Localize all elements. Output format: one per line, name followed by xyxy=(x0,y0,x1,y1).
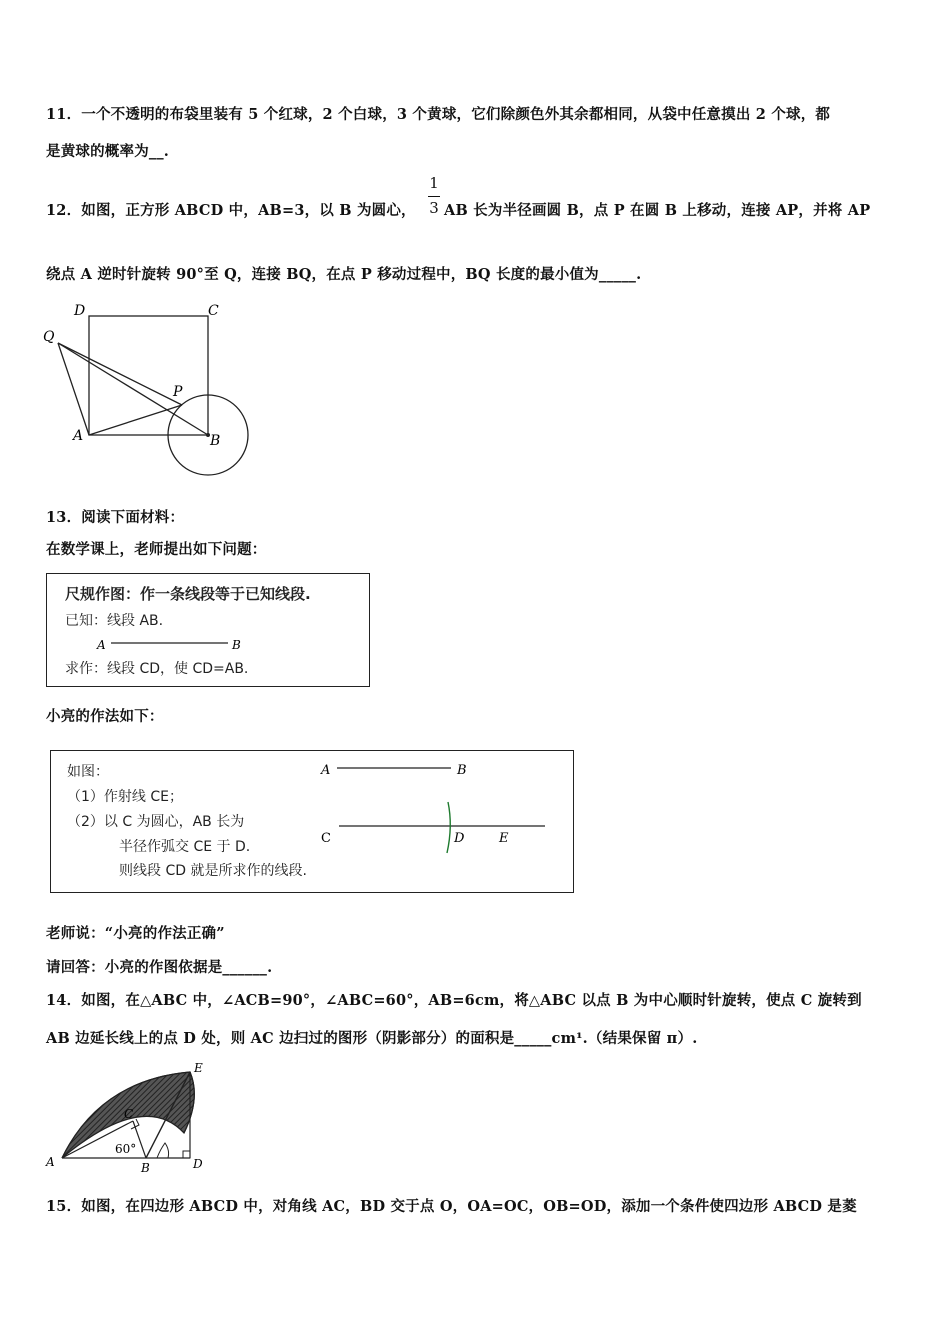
fig14-label-c: C xyxy=(124,1107,134,1121)
fig14-label-e: E xyxy=(194,1061,203,1075)
fig-label-c: C xyxy=(321,831,331,846)
fig14-angle-label: 60° xyxy=(115,1142,137,1156)
q14-line2: AB 边延长线上的点 D 处，则 AC 边扫过的图形（阴影部分）的面积是_____cm¹.（结果保留 π）. xyxy=(46,1030,698,1047)
q12-fraction-numerator: 1 xyxy=(429,174,439,192)
method-line5: 则线段 CD 就是所求作的线段. xyxy=(119,863,307,879)
label-a: A xyxy=(73,428,84,444)
square-abcd xyxy=(89,316,208,435)
construction-figure xyxy=(317,755,557,865)
q13-title: 13．阅读下面材料： xyxy=(46,509,185,526)
segment-qp xyxy=(58,343,182,405)
method-box xyxy=(50,750,574,893)
label-q: Q xyxy=(43,329,55,345)
label-c: C xyxy=(208,303,219,319)
q15-line1: 15．如图，在四边形 ABCD 中，对角线 AC，BD 交于点 O，OA=OC，OB=OD，添加一个条件使四边形 ABCD 是菱 xyxy=(46,1198,857,1215)
fig14-label-b: B xyxy=(141,1161,150,1175)
q14-figure xyxy=(40,1060,240,1180)
fig-label-b: B xyxy=(457,763,467,778)
arc-green xyxy=(447,802,450,853)
q12-line1-prefix: 12．如图，正方形 ABCD 中，AB=3，以 B 为圆心， xyxy=(46,202,416,219)
problem-known: 已知：线段 AB. xyxy=(65,613,164,629)
fig14-label-d: D xyxy=(193,1157,203,1171)
q14-line1: 14．如图，在△ABC 中，∠ACB=90°，∠ABC=60°，AB=6cm，将△ABC 以点 B 为中心顺时针旋转，使点 C 旋转到 xyxy=(46,992,862,1009)
seg-label-a: A xyxy=(97,638,106,652)
problem-box xyxy=(46,573,370,687)
method-line2: （1）作射线 CE； xyxy=(67,789,183,805)
q12-line1-suffix: AB 长为半径画圆 B，点 P 在圆 B 上移动，连接 AP，并将 AP xyxy=(444,202,871,219)
q13-method-title: 小亮的作法如下： xyxy=(46,708,164,725)
q11-line2: 是黄球的概率为__. xyxy=(46,143,170,160)
fig14-label-a: A xyxy=(46,1155,55,1169)
right-angle-d xyxy=(183,1151,190,1158)
q13-question: 请回答：小亮的作图依据是______. xyxy=(46,959,273,976)
q12-figure xyxy=(40,295,270,485)
q11-line1: 11．一个不透明的布袋里装有 5 个红球，2 个白球，3 个黄球，它们除颜色外其余都相同，从袋中任意摸出 2 个球，都 xyxy=(46,106,831,123)
arc-small xyxy=(157,1143,169,1158)
q12-fraction-denominator: 3 xyxy=(429,199,439,217)
seg-label-b: B xyxy=(232,638,241,652)
method-line1: 如图： xyxy=(67,764,109,780)
fig-label-a: A xyxy=(321,763,331,778)
problem-task: 求作：线段 CD，使 CD=AB. xyxy=(65,661,249,677)
segment-ab-figure xyxy=(93,632,293,656)
label-b: B xyxy=(210,433,221,449)
method-line4: 半径作弧交 CE 于 D. xyxy=(119,839,251,855)
label-p: P xyxy=(173,384,183,400)
q13-intro: 在数学课上，老师提出如下问题： xyxy=(46,541,267,558)
method-line3: （2）以 C 为圆心，AB 长为 xyxy=(67,814,245,830)
q12-line2: 绕点 A 逆时针旋转 90°至 Q，连接 BQ，在点 P 移动过程中，BQ 长度的最小值为_____. xyxy=(46,266,642,283)
label-d: D xyxy=(74,303,86,319)
fig-label-e: E xyxy=(499,831,509,846)
fig-label-d: D xyxy=(454,831,465,846)
q13-teacher: 老师说：“小亮的作法正确” xyxy=(46,925,225,942)
problem-heading: 尺规作图：作一条线段等于已知线段. xyxy=(65,585,311,603)
q12-fraction-bar xyxy=(428,196,440,197)
